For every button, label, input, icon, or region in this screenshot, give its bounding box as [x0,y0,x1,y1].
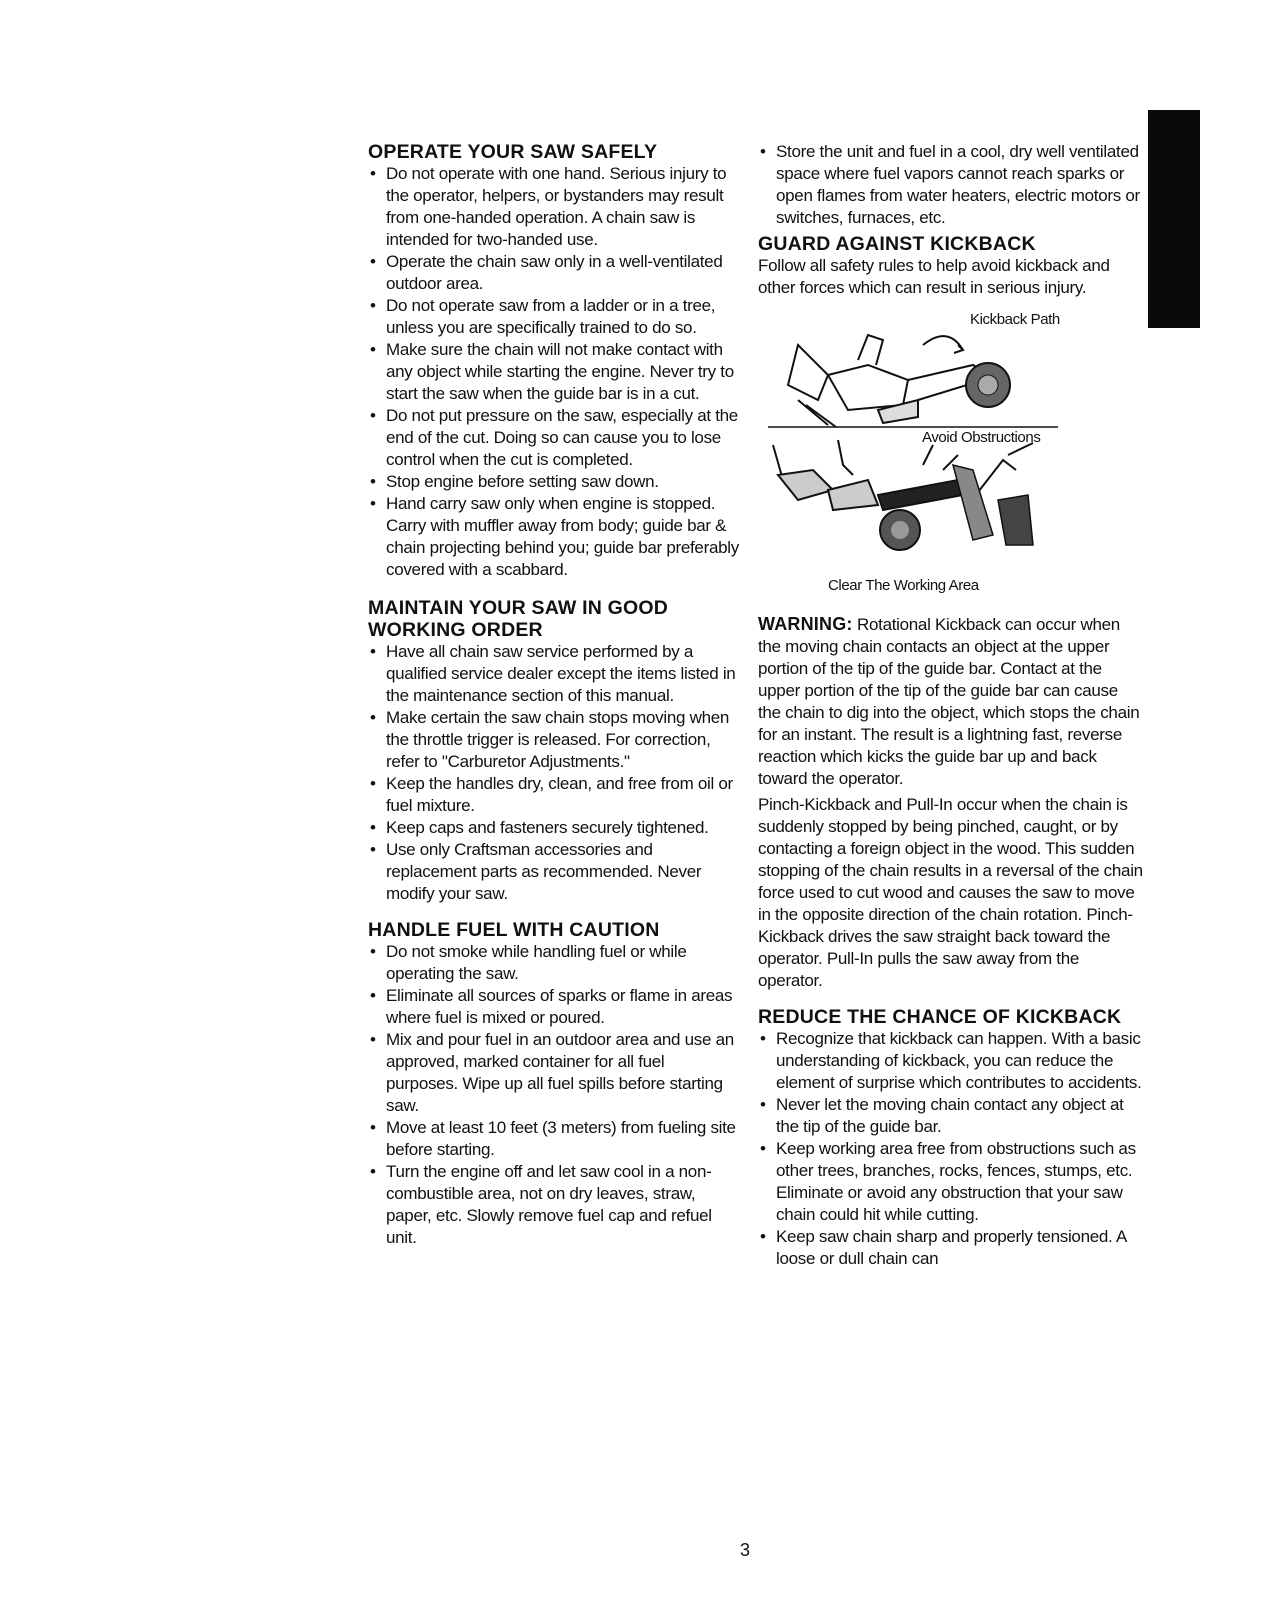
warning-paragraph [758,613,1144,790]
stump-icon [998,495,1033,545]
list-item: • Keep saw chain sharp and properly tensioned. A loose or dull chain can [758,1226,1144,1270]
list-item: • Have all chain saw service performed by a qualified service dealer except the items listed in the maintenance section of this manual. [368,641,740,707]
page-number: 3 [740,1540,751,1560]
list-item: • Stop engine before setting saw down. [368,471,740,493]
list-item: • Do not operate with one hand. Serious injury to the operator, helpers, or bystanders may result from one-handed operation. A chain saw is intended for two-handed use. [368,163,740,251]
list-item: • Do not put pressure on the saw, especially at the end of the cut. Doing so can cause you to lose control when the cut is completed. [368,405,740,471]
right-column [758,141,1144,1270]
list-item: • Do not smoke while handling fuel or while operating the saw. [368,941,740,985]
operate-safely-list [368,163,740,581]
kickback-illustration [758,305,1144,605]
heading-guard-kickback: GUARD AGAINST KICKBACK [758,233,1036,255]
list-item: • Make sure the chain will not make contact with any object while starting the engine. Never try to start the saw when the guide bar is in a cut. [368,339,740,405]
kickback-diagram-svg [758,305,1144,605]
kickback-path-scene [788,335,993,427]
list-item: • Make certain the saw chain stops moving when the throttle trigger is released. For correction, refer to "Carburetor Adjustments." [368,707,740,773]
label-kickback-path: Kickback Path [970,311,1060,328]
heading-maintain-saw: MAINTAIN YOUR SAW IN GOOD WORKING ORDER [368,597,669,641]
list-item: • Keep the handles dry, clean, and free from oil or fuel mixture. [368,773,740,817]
list-item: • Hand carry saw only when engine is stopped. Carry with muffler away from body; guide bar & chain projecting behind you; guide bar preferably covered with a scabbard. [368,493,740,581]
pinch-kickback-paragraph: Pinch-Kickback and Pull-In occur when the chain is suddenly stopped by being pinched, caught, or by contacting a foreign object in the wood. This sudden stopping of the chain results in a reversal of the chain force used to cut wood and causes the saw to move in the opposite direction of the chain rotation. Pinch-Kickback drives the saw straight back toward the operator. Pull-In pulls the saw away from the operator. [758,795,1143,990]
section-tab-marker [1148,110,1200,328]
list-item: • Turn the engine off and let saw cool in a non-combustible area, not on dry leaves, straw, paper, etc. Slowly remove fuel cap and refuel unit. [368,1161,740,1249]
left-column [368,141,740,1249]
label-avoid-obstructions: Avoid Obstructions [922,429,1041,446]
reduce-kickback-list [758,1028,1144,1270]
list-item: • Move at least 10 feet (3 meters) from fueling site before starting. [368,1117,740,1161]
warning-text: Rotational Kickback can occur when the moving chain contacts an object at the upper portion of the tip of the guide bar. Contact at the upper portion of the tip of the guide bar can cause the chain to dig into the object, which stops the chain for an instant. The result is a lightning fast, reverse reaction which kicks the guide bar up and back toward the operator. [758,615,1140,788]
heading-handle-fuel: HANDLE FUEL WITH CAUTION [368,919,660,941]
figure-caption: Clear The Working Area [828,577,979,594]
maintain-saw-list [368,641,740,905]
store-fuel-list [758,141,1144,229]
warning-label: WARNING: [758,614,853,634]
list-item: • Store the unit and fuel in a cool, dry well ventilated space where fuel vapors cannot reach sparks or open flames from water heaters, electric motors or switches, furnaces, etc. [758,141,1144,229]
list-item: • Operate the chain saw only in a well-ventilated outdoor area. [368,251,740,295]
list-item: • Mix and pour fuel in an outdoor area and use an approved, marked container for all fuel purposes. Wipe up all fuel spills before starting saw. [368,1029,740,1117]
kickback-intro: Follow all safety rules to help avoid kickback and other forces which can result in serious injury. [758,256,1110,297]
list-item: • Eliminate all sources of sparks or flame in areas where fuel is mixed or poured. [368,985,740,1029]
list-item: • Never let the moving chain contact any object at the tip of the guide bar. [758,1094,1144,1138]
heading-reduce-kickback: REDUCE THE CHANCE OF KICKBACK [758,1006,1122,1028]
handle-fuel-list [368,941,740,1249]
list-item: • Recognize that kickback can happen. With a basic understanding of kickback, you can reduce the element of surprise which contributes to accidents. [758,1028,1144,1094]
avoid-obstructions-scene [773,440,1033,510]
tree-branch-icon [953,465,993,540]
list-item: • Do not operate saw from a ladder or in a tree, unless you are specifically trained to do so. [368,295,740,339]
list-item: • Use only Craftsman accessories and replacement parts as recommended. Never modify your saw. [368,839,740,905]
list-item: • Keep caps and fasteners securely tightened. [368,817,740,839]
list-item: • Keep working area free from obstructions such as other trees, branches, rocks, fences, stumps, etc. Eliminate or avoid any obstruction that your saw chain could hit while cutting. [758,1138,1144,1226]
heading-operate-safely: OPERATE YOUR SAW SAFELY [368,141,658,163]
